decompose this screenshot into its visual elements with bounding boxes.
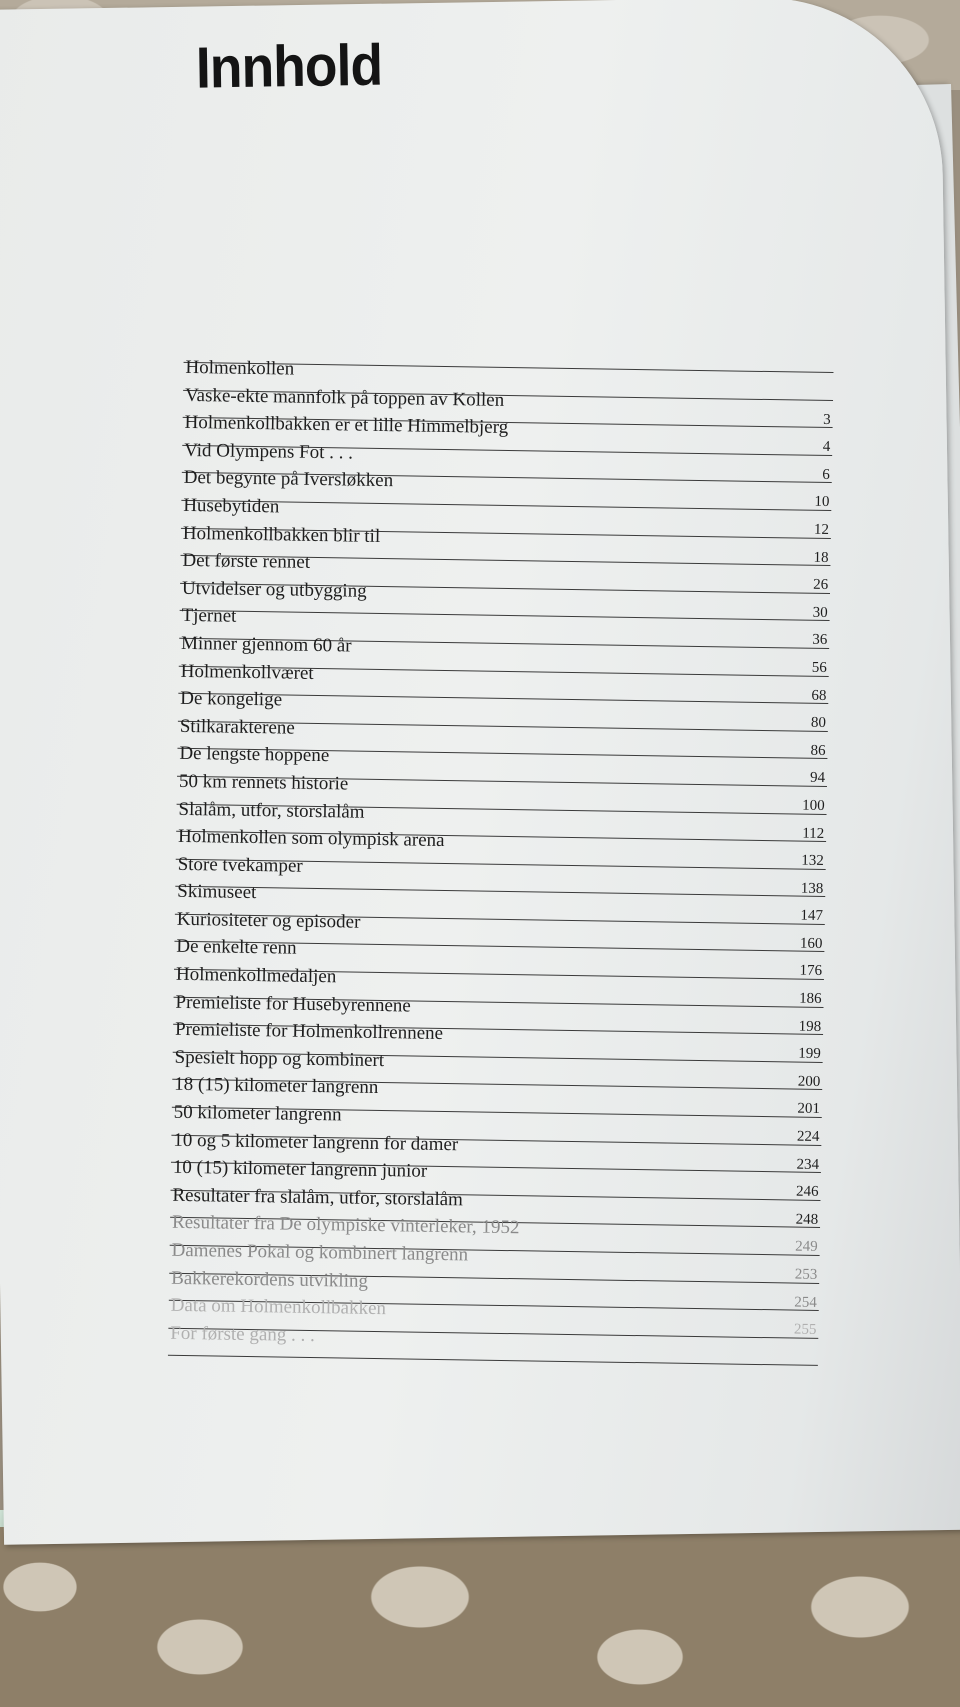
toc-entry-title: Skimuseet	[177, 881, 257, 904]
toc-entry-page: 254	[794, 1294, 817, 1311]
toc-entry-page: 198	[798, 1018, 822, 1035]
toc-entry-page: 246	[795, 1183, 819, 1201]
toc-entry-title: Utvidelser og utbygging	[181, 577, 367, 602]
toc-entry-page: 147	[800, 907, 824, 925]
toc-entry-page: 112	[802, 825, 825, 842]
toc-entry-page: 132	[801, 852, 824, 870]
toc-entry-title: Resultater fra slalåm, utfor, storslalåm	[172, 1184, 464, 1211]
toc-entry-title: Kuriositeter og episoder	[176, 908, 361, 933]
toc-entry-page: 94	[809, 770, 826, 787]
toc-entry-page: 86	[810, 742, 826, 759]
toc-entry-page: 4	[822, 439, 831, 456]
toc-entry-title: Holmenkollen	[185, 356, 295, 380]
toc-rows	[168, 356, 834, 1366]
toc-entry-title: 10 og 5 kilometer langrenn for damer	[173, 1129, 459, 1155]
toc-entry-title: 10 (15) kilometer langrenn junior	[172, 1156, 428, 1182]
toc-entry-page: 199	[798, 1045, 821, 1063]
toc-entry-title: Det begynte på Iversløkken	[183, 467, 394, 492]
toc-entry-title: Vaske-ekte mannfolk på toppen av Kollen	[184, 384, 505, 411]
toc-entry-title: Damenes Pokal og kombinert langrenn	[171, 1239, 469, 1266]
toc-entry-title: De lengste hoppene	[179, 743, 330, 767]
toc-entry-page: 18	[813, 549, 829, 566]
toc-entry-title: Tjernet	[181, 605, 237, 628]
toc-entry-page: 224	[796, 1128, 820, 1145]
toc-entry-page: 6	[822, 466, 830, 483]
toc-entry-page: 234	[796, 1156, 820, 1173]
toc-entry-page: 3	[823, 411, 831, 428]
toc-entry-title: Holmenkollbakken blir til	[182, 522, 381, 547]
toc-entry-title: 50 km rennets historie	[178, 770, 349, 795]
toc-entry-title: Holmenkollen som olympisk arena	[177, 825, 445, 852]
toc-entry-title: De enkelte renn	[176, 936, 297, 960]
toc-entry-page: 248	[795, 1211, 819, 1228]
toc-entry-title: Det første rennet	[182, 550, 311, 574]
toc-entry-title: 50 kilometer langrenn	[173, 1101, 342, 1126]
page-title: Innhold	[195, 32, 383, 101]
toc-entry-page: 200	[797, 1073, 821, 1090]
tablecloth-bottom	[0, 1527, 960, 1707]
toc-entry-title: Premieliste for Holmenkollrennene	[174, 1019, 444, 1045]
toc-entry-title: Holmenkollbakken er et lille Himmelbjerg	[184, 412, 509, 439]
toc-entry-page: 100	[802, 797, 825, 814]
toc-entry-page: 10	[814, 494, 830, 511]
toc-entry-page: 186	[798, 990, 822, 1008]
toc-entry-title: Vid Olympens Fot . . .	[183, 439, 354, 464]
toc-entry-page: 201	[797, 1101, 821, 1118]
toc-entry-page: 30	[812, 604, 828, 621]
toc-entry-page: 138	[800, 880, 824, 897]
toc-entry-title: 18 (15) kilometer langrenn	[174, 1074, 379, 1099]
toc-entry-page: 26	[812, 576, 829, 594]
toc-entry-title: Bakkerekordens utvikling	[170, 1267, 369, 1292]
toc-entry-page: 249	[795, 1238, 818, 1256]
toc-entry-title: Slalåm, utfor, storslalåm	[178, 798, 365, 823]
toc-entry-title: Spesielt hopp og kombinert	[174, 1046, 385, 1071]
toc-entry-title: Holmenkollværet	[180, 660, 314, 684]
table-of-contents	[168, 356, 834, 1366]
toc-entry-title: Stilkarakterene	[179, 715, 295, 739]
toc-entry-title: Minner gjennom 60 år	[180, 632, 352, 657]
toc-entry-title: Data om Holmenkollbakken	[170, 1294, 387, 1320]
toc-entry-title: Resultater fra De olympiske vinterleker, 1952	[171, 1212, 520, 1239]
toc-entry-page: 255	[793, 1321, 817, 1339]
toc-entry-page: 12	[813, 521, 830, 538]
toc-entry-title: Premieliste for Husebyrennene	[175, 991, 411, 1017]
toc-entry-title: Husebytiden	[183, 494, 280, 518]
toc-entry-page: 36	[812, 632, 828, 649]
toc-entry-page: 176	[799, 963, 823, 980]
toc-entry-page: 253	[794, 1266, 818, 1283]
toc-entry-page: 160	[799, 935, 823, 952]
toc-entry-title: De kongelige	[180, 687, 283, 711]
toc-entry-title: For første gang . . .	[170, 1322, 316, 1346]
toc-entry-page: 56	[811, 659, 827, 676]
toc-entry-title: Store tvekamper	[177, 853, 303, 877]
toc-entry-page: 68	[811, 687, 827, 704]
toc-entry-page: 80	[810, 714, 827, 732]
toc-entry-title: Holmenkollmedaljen	[175, 963, 337, 988]
